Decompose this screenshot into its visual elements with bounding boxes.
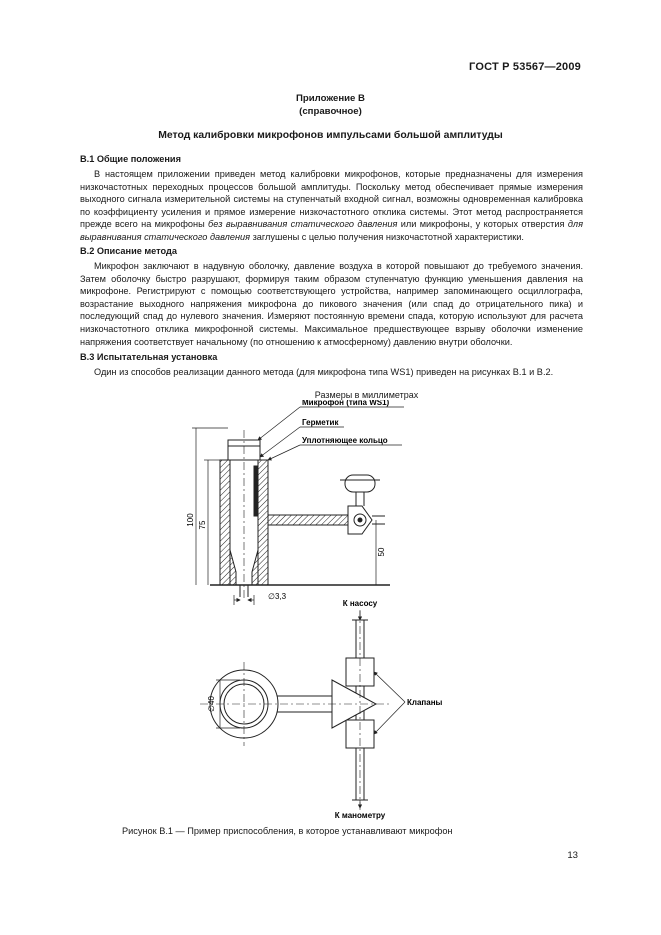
figure-caption: Рисунок В.1 — Пример приспособления, в которое устанавливают микрофон [122,826,453,836]
annex-heading [0,92,661,118]
units-note: Размеры в миллиметрах [314,390,419,400]
section-b3-paragraph: Один из способов реализации данного метода (для микрофона типа WS1) приведен на рисунках В.1 и В.2. [94,367,554,377]
label-valves: Клапаны [407,698,443,707]
standard-number: ГОСТ Р 53567—2009 [469,61,581,73]
document-title: Метод калибровки микрофонов импульсами большой амплитуды [158,130,503,141]
label-sealant: Герметик [302,418,339,427]
b1-text-part1: В настоящем приложении приведен метод калибровки микрофонов, которые предназначены для измерения низкочастотных переходных процессов большой амплитуды. Поскольку метод обеспечивает прямые измерения выходного сигнала измерительной системы на ступенчатый входной сигнал, возможны одновременная калибровка по коэффициенту усиления и прямое измерение низкочастотного отклика системы. Этот метод распространяется прежде всего на микрофоны [80,169,583,230]
dim-100: 100 [186,513,195,527]
label-seal-ring: Уплотняющее кольцо [302,436,388,445]
section-heading-b2: В.2 Описание метода [80,246,177,256]
dim-75: 75 [198,520,207,530]
annex-note: (справочное) [299,106,362,117]
side-section-view [210,430,390,600]
dim-50: 50 [377,547,386,557]
section-heading-b3: В.3 Испытательная установка [80,352,218,362]
annex-title: Приложение В [296,93,365,104]
top-plan-view [200,610,390,810]
page-number: 13 [567,850,578,861]
b1-text-part3: заглушены с целью получения низкочастотной характеристики. [250,231,524,242]
section-b2-paragraph: Микрофон заключают в надувную оболочку, давление воздуха в которой повышают до требуемого значения. Затем оболочку быстро разрушают, формируя таким образом ступенчатую функцию уменьшения давления на микрофоне. Регистрируют с помощью соответствующего устройства, например запоминающего осциллографа, возрастание выходного напряжения микрофона до пикового значения (или спад до отрицательного пика) и последующий спад до нулевого значения. Измеряют постоянную времени спада, которую используют для расчета низкочастотного отклика микрофонной системы. Максимальное предшествующее взрыву оболочки изменение напряжения соответствует начальному (по отношению к атмосферному) давлению внутри оболочки. [80,261,583,347]
sealant-layer [254,466,258,516]
b1-emphasis-1: без выравнивания статического давления [208,219,398,230]
b1-emphasis-2: для выравнивания статического давления [80,219,584,242]
section-b1-paragraph [80,168,583,244]
section-heading-b1: В.1 Общие положения [80,154,181,164]
figure-b1-drawing [180,400,480,825]
dim-40: ∅40 [207,696,216,712]
label-microphone: Микрофон (типа WS1) [302,400,390,407]
dim-33: ∅3,3 [268,592,287,601]
label-to-manometer: К манометру [334,811,386,820]
b1-text-part2: или микрофоны, у которых отверстия [397,219,568,230]
label-to-pump: К насосу [342,599,378,608]
